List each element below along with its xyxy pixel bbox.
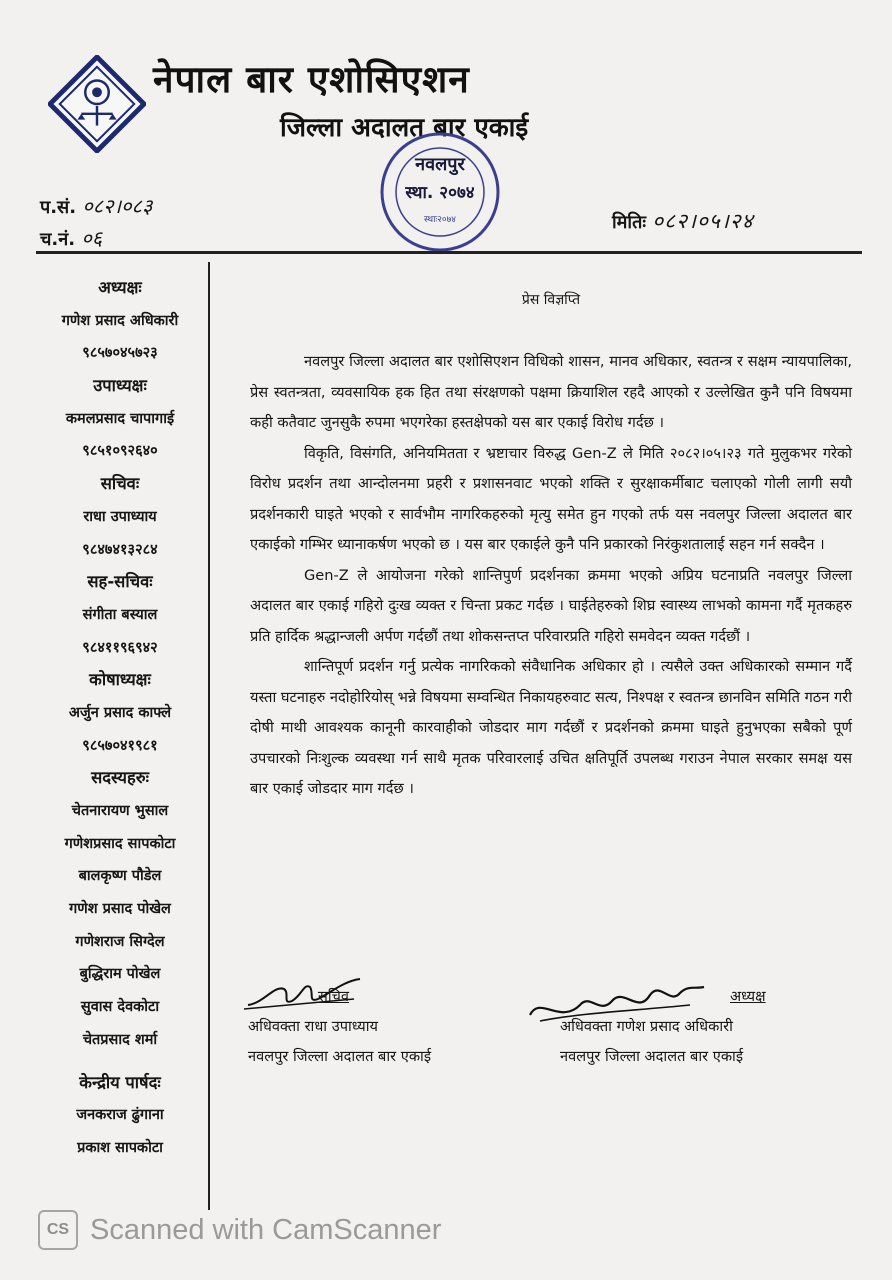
secretary-unit: नवलपुर जिल्ला अदालत बार एकाई (248, 1048, 431, 1065)
camscanner-watermark (38, 1210, 441, 1250)
secretary-role: सचिव (318, 988, 350, 1005)
sidebar-member-entry: गणेश प्रसाद अधिकारी (61, 312, 179, 329)
sidebar-member-entry: गणेशराज सिग्देल (75, 933, 165, 950)
stamp-line1: नवलपुर (415, 154, 465, 175)
reference-value: ०८२।०८३ (82, 194, 153, 218)
sidebar-member-entry: गणेश प्रसाद पोखेल (69, 901, 171, 918)
sidebar-member-entry: अर्जुन प्रसाद काफ्ले (68, 704, 172, 721)
sidebar-member-entry: बालकृष्ण पौडेल (78, 868, 162, 885)
body-paragraph: Gen-Z ले आयोजना गरेको शान्तिपुर्ण प्रदर्शनका क्रममा भएको अप्रिय घटनाप्रति नवलपुर जिल्ला अदालत बार एकाई गहिरो दुःख व्यक्त र चिन्ता प्रकट गर्दछ । घाईतेहरुको शिघ्र स्वास्थ्य लाभको कामना गर्दै मृतकहरु प्रति हार्दिक श्रद्धान्जली अर्पण गर्दछौं तथा शोकसन्तप्त परिवारप्रति गहिरो समवेदन व्यक्त गर्दछौं । (250, 566, 852, 645)
sidebar-spacer (30, 1057, 210, 1067)
sidebar-role-heading: उपाध्यक्षः (93, 376, 147, 396)
sidebar-role-heading: सह-सचिवः (87, 572, 153, 592)
sidebar-member-entry: ९८४११९६९४२ (82, 639, 158, 656)
dispatch-number (40, 224, 102, 251)
date-value: ०८२।०५।२४ (652, 209, 754, 233)
sidebar-member-entry: ९८४७४१३२८४ (82, 541, 158, 558)
sidebar-member-entry: कमलप्रसाद चापागाई (65, 410, 175, 427)
sidebar-role-heading: अध्यक्षः (98, 278, 142, 297)
chairperson-unit: नवलपुर जिल्ला अदालत बार एकाई (560, 1048, 743, 1065)
watermark-text: Scanned with CamScanner (90, 1213, 442, 1246)
sidebar-member-entry: ९८५७०४५७२३ (82, 345, 158, 362)
bar-association-logo (48, 55, 146, 153)
official-stamp (378, 130, 502, 254)
sidebar-member-entry: जनकराज ढुंगाना (76, 1107, 164, 1124)
sidebar-member-entry: ९८५१०९२६४० (82, 443, 158, 460)
press-release-body (250, 290, 852, 805)
sidebar-member-entry: बुद्धिराम पोखेल (79, 966, 161, 983)
organization-name: नेपाल बार एशोसिएशन (153, 58, 470, 101)
stamp-inner-text: स्थाः२०७४ (424, 215, 456, 225)
office-bearers-list (30, 272, 210, 1165)
sidebar-role-heading: कोषाध्यक्षः (89, 670, 151, 690)
camscanner-icon: CS (38, 1210, 78, 1250)
sidebar-member-entry: चेतनारायण भुसाल (71, 803, 169, 819)
chairperson-role: अध्यक्ष (730, 988, 766, 1005)
body-paragraph: शान्तिपूर्ण प्रदर्शन गर्नु प्रत्येक नागरिकको संवैधानिक अधिकार हो । त्यसैले उक्त अधिकारको सम्मान गर्दै यस्ता घटनाहरु नदोहोरियोस् भन्ने विषयमा सम्वन्धित निकायहरुवाट सत्य, निश्पक्ष र स्वतन्त्र छानविन समिति गठन गरी दोषी माथी आवश्यक कानूनी कारवाहीको जोडदार माग गर्दछौं र प्रदर्शनको क्रममा घाइते हुनुभएका सबैको पूर्ण उपचारको निःशुल्क व्यवस्था गर्न साथै मृतक परिवारलाई उचित क्षतिपूर्ति उपलब्ध गराउन नेपाल सरकार समक्ष यस बार एकाई जोडदार माग गर्दछ । (250, 658, 852, 797)
header-divider (36, 251, 862, 254)
secretary-signature-block (248, 982, 528, 1072)
letter-date (612, 207, 754, 235)
body-paragraph: विकृति, विसंगति, अनियमितता र भ्रष्टाचार विरुद्ध Gen-Z ले मिति २०८२।०५।२३ गते मुलुकभर गरेको विरोध प्रदर्शन तथा आन्दोलनमा प्रहरी र प्रशासनवाट भएको शक्ति र सुरक्षाकर्मीबाट चलाएको गोली लागी सयौ प्रदर्शनकारी घाइते भएको र सार्वभौम नागरिकहरुको मृत्यु समेत हुन गएको तर्फ यस नवलपुर जिल्ला अदालत बार एकाईको गम्भिर ध्यानाकर्षण भएको छ । यस बार एकाईले कुनै पनि प्रकारको निरंकुशतालाई सहन गर्न सक्दैन । (250, 444, 852, 553)
reference-label: प.सं. (40, 197, 77, 218)
organization-unit: जिल्ला अदालत बार एकाई (280, 113, 529, 143)
sidebar-member-entry: ९८५७०४१९८१ (82, 737, 158, 754)
body-paragraph: नवलपुर जिल्ला अदालत बार एशोसिएशन विधिको शासन, मानव अधिकार, स्वतन्त्र र सक्षम न्यायपालिका, प्रेस स्वतन्त्रता, व्यवसायिक हक हित तथा संरक्षणको पक्षमा क्रियाशिल रहदै आएको र उल्लेखित कुनै पनि विषयमा कही कतैवाट जुनसुकै रुपमा भएगरेका हस्तक्षेपको यस बार एकाई विरोध गर्दछ । (250, 353, 852, 431)
reference-number (40, 192, 152, 219)
date-label: मितिः (612, 212, 646, 233)
sidebar-member-entry: गणेशप्रसाद सापकोटा (64, 835, 176, 852)
sidebar-member-entry: संगीता बस्याल (82, 606, 158, 623)
sidebar-member-entry: चेतप्रसाद शर्मा (82, 1031, 158, 1048)
sidebar-member-entry: सुवास देवकोटा (80, 999, 160, 1016)
chairperson-name: अधिवक्ता गणेश प्रसाद अधिकारी (560, 1018, 733, 1035)
stamp-line2: स्था. २०७४ (405, 183, 475, 203)
sidebar-role-heading: सदस्यहरुः (91, 768, 149, 788)
press-release-title: प्रेस विज्ञप्ति (521, 292, 581, 308)
chairperson-signature-block (560, 982, 870, 1072)
dispatch-label: च.नं. (40, 229, 76, 250)
sidebar-role-heading: केन्द्रीय पार्षदः (79, 1072, 161, 1092)
sidebar-member-entry: राधा उपाध्याय (83, 508, 157, 525)
sidebar-member-entry: प्रकाश सापकोटा (77, 1139, 163, 1156)
secretary-name: अधिवक्ता राधा उपाध्याय (248, 1018, 378, 1035)
dispatch-value: ०६ (81, 226, 103, 250)
sidebar-role-heading: सचिवः (100, 474, 140, 494)
